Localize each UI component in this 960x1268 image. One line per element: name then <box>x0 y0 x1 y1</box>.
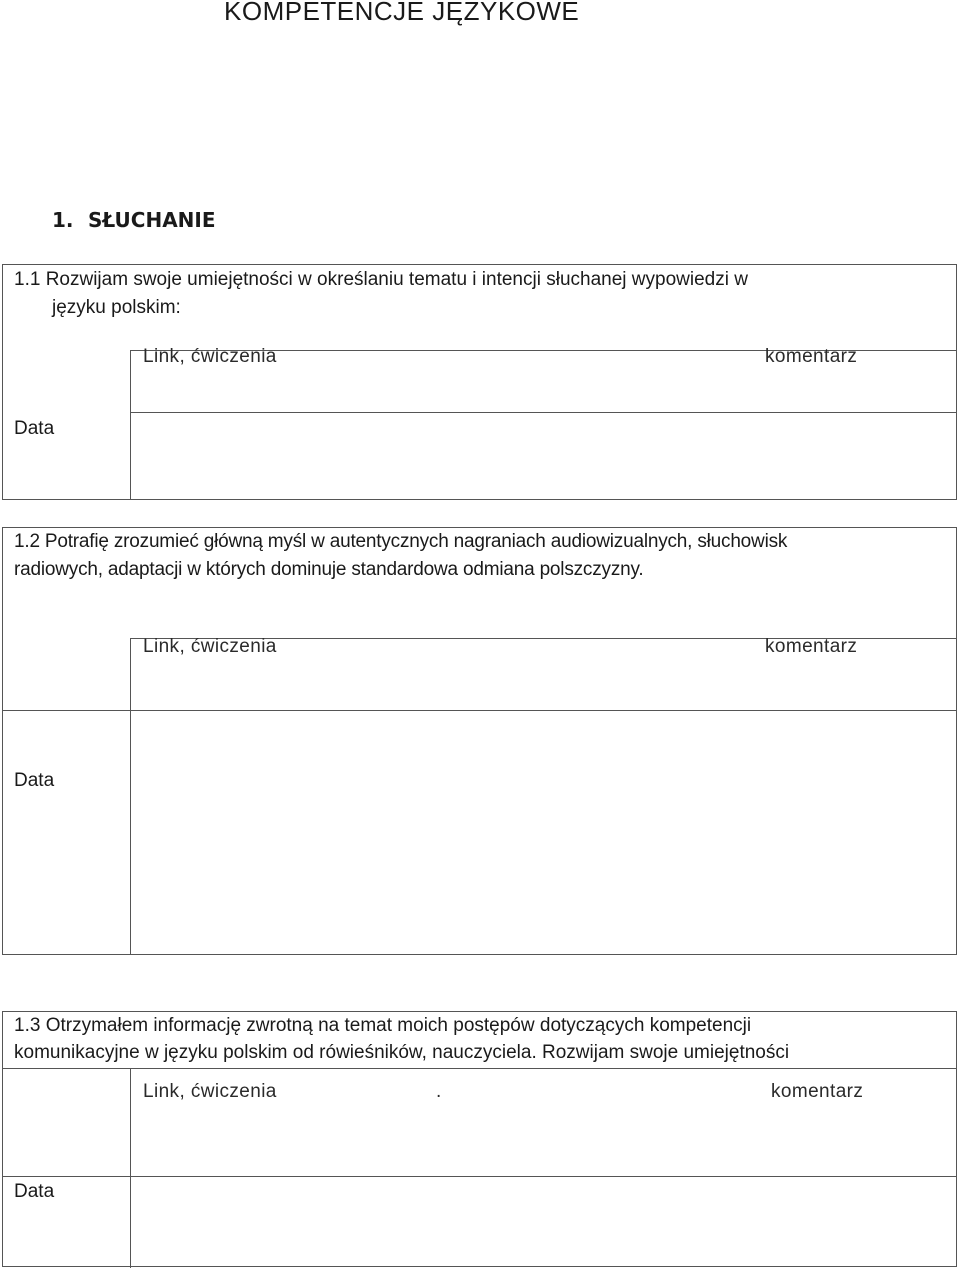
item-1-1-date-divider <box>130 350 131 499</box>
item-1-2-date-divider <box>130 638 131 954</box>
section-label: SŁUCHANIE <box>88 208 216 232</box>
item-1-3-text-line2: komunikacyjne w języku polskim od rówieśników, nauczyciela. Rozwijam swoje umiejętności <box>14 1042 790 1063</box>
item-1-1-text-line2: języku polskim: <box>52 297 181 318</box>
date-label: Data <box>14 770 55 791</box>
page-title: KOMPETENCJE JĘZYKOWE <box>224 0 580 26</box>
dot-mark: . <box>436 1081 442 1102</box>
item-1-1-row-divider <box>130 412 957 413</box>
link-exercises-header: Link, ćwiczenia <box>143 1081 277 1102</box>
item-1-3-row-divider <box>2 1176 957 1177</box>
date-label: Data <box>14 418 55 439</box>
item-1-2-entry-cell[interactable] <box>134 714 954 950</box>
item-1-2-row-divider <box>2 710 957 711</box>
comment-header: komentarz <box>765 346 858 367</box>
comment-header: komentarz <box>771 1081 864 1102</box>
item-1-1-text-line1: 1.1 Rozwijam swoje umiejętności w określaniu tematu i intencji słuchanej wypowiedzi w <box>14 269 748 290</box>
item-1-3-text-line1: 1.3 Otrzymałem informację zwrotną na temat moich postępów dotyczących kompetencji <box>14 1015 752 1036</box>
item-1-2-text-line1: 1.2 Potrafię zrozumieć główną myśl w autentycznych nagraniach audiowizualnych, słuchowisk <box>14 531 788 552</box>
date-label: Data <box>14 1181 55 1202</box>
section-number: 1. <box>52 208 74 232</box>
comment-header: komentarz <box>765 636 858 657</box>
item-1-1-entry-cell[interactable] <box>134 416 954 496</box>
item-1-3-date-divider <box>130 1068 131 1268</box>
section-heading <box>52 208 216 232</box>
link-exercises-header: Link, ćwiczenia <box>143 636 277 657</box>
item-1-2-text-line2: radiowych, adaptacji w których dominuje standardowa odmiana polszczyzny. <box>14 559 644 580</box>
item-1-3-header-divider <box>2 1068 957 1069</box>
link-exercises-header: Link, ćwiczenia <box>143 346 277 367</box>
item-1-3-entry-cell[interactable] <box>134 1180 954 1262</box>
